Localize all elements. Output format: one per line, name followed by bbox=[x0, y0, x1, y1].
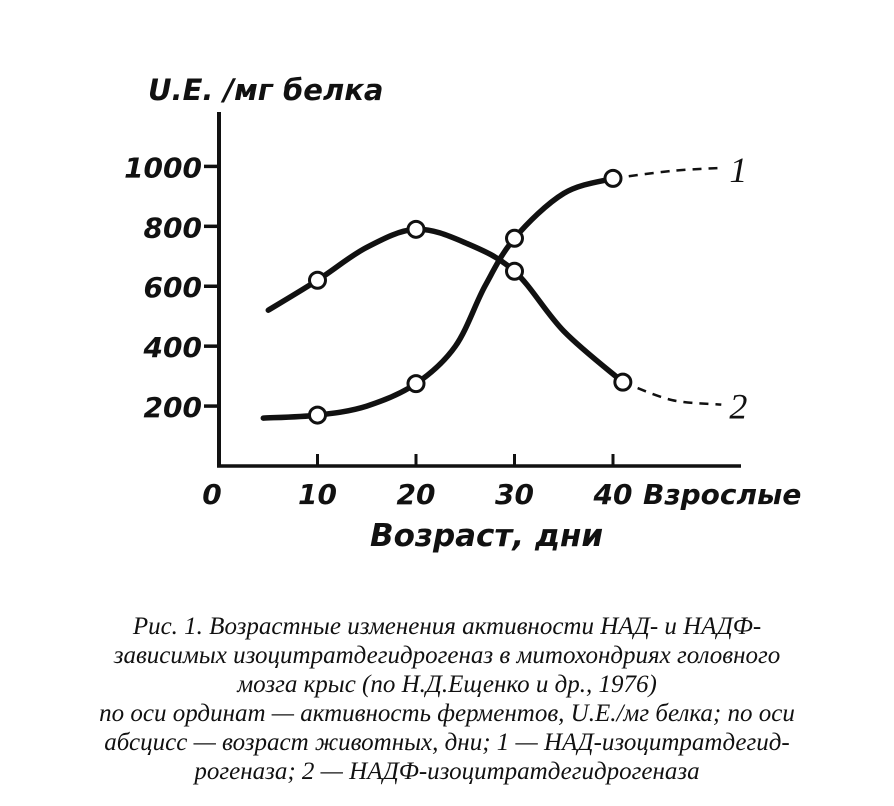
caption-line: по оси ординат — активность ферментов, U.E./мг белка; по оси bbox=[99, 700, 795, 727]
x-tick-label: 40 bbox=[593, 478, 633, 511]
x-tick-label: 20 bbox=[396, 478, 436, 511]
series-2-point bbox=[310, 272, 326, 288]
y-tick-label: 200 bbox=[143, 391, 202, 425]
y-axis-title: U.E. /мг белка bbox=[148, 73, 384, 107]
caption-line: рогеназа; 2 — НАДФ-изоцитратдегидрогеназа bbox=[194, 758, 700, 785]
series-1-dashed-line bbox=[613, 168, 721, 179]
x-tick-label: 30 bbox=[495, 478, 534, 511]
y-tick-label: 1000 bbox=[124, 151, 202, 185]
y-tick-label: 800 bbox=[143, 211, 202, 245]
series-2-point bbox=[615, 374, 631, 390]
series-1-point bbox=[507, 230, 523, 246]
series-1-label: 1 bbox=[729, 149, 748, 190]
series-1-point bbox=[408, 376, 424, 392]
x-extra-label: Взрослые bbox=[643, 478, 802, 511]
x-axis-title: Возраст, дни bbox=[370, 518, 604, 554]
series-2-dashed-line bbox=[623, 382, 722, 405]
caption-line: зависимых изоцитратдегидрогеназ в митохондриях головного bbox=[113, 642, 781, 669]
series-2-point bbox=[507, 263, 523, 279]
caption-line: Рис. 1. Возрастные изменения активности НАД- и НАДФ- bbox=[132, 613, 762, 640]
y-tick-label: 400 bbox=[143, 331, 202, 365]
series-1-line bbox=[263, 178, 613, 418]
caption-line: абсцисс — возраст животных, дни; 1 — НАД-изоцитратдегид- bbox=[104, 729, 790, 756]
series-1-point bbox=[605, 170, 621, 186]
x-tick-label: 0 bbox=[202, 478, 222, 511]
series-2-point bbox=[408, 221, 424, 237]
y-tick-label: 600 bbox=[143, 271, 202, 305]
series-2-label: 2 bbox=[729, 386, 748, 427]
x-tick-label: 10 bbox=[298, 478, 337, 511]
caption-line: мозга крыс (по Н.Д.Ещенко и др., 1976) bbox=[237, 671, 657, 698]
series-1-point bbox=[310, 407, 326, 423]
figure-caption bbox=[0, 612, 894, 786]
